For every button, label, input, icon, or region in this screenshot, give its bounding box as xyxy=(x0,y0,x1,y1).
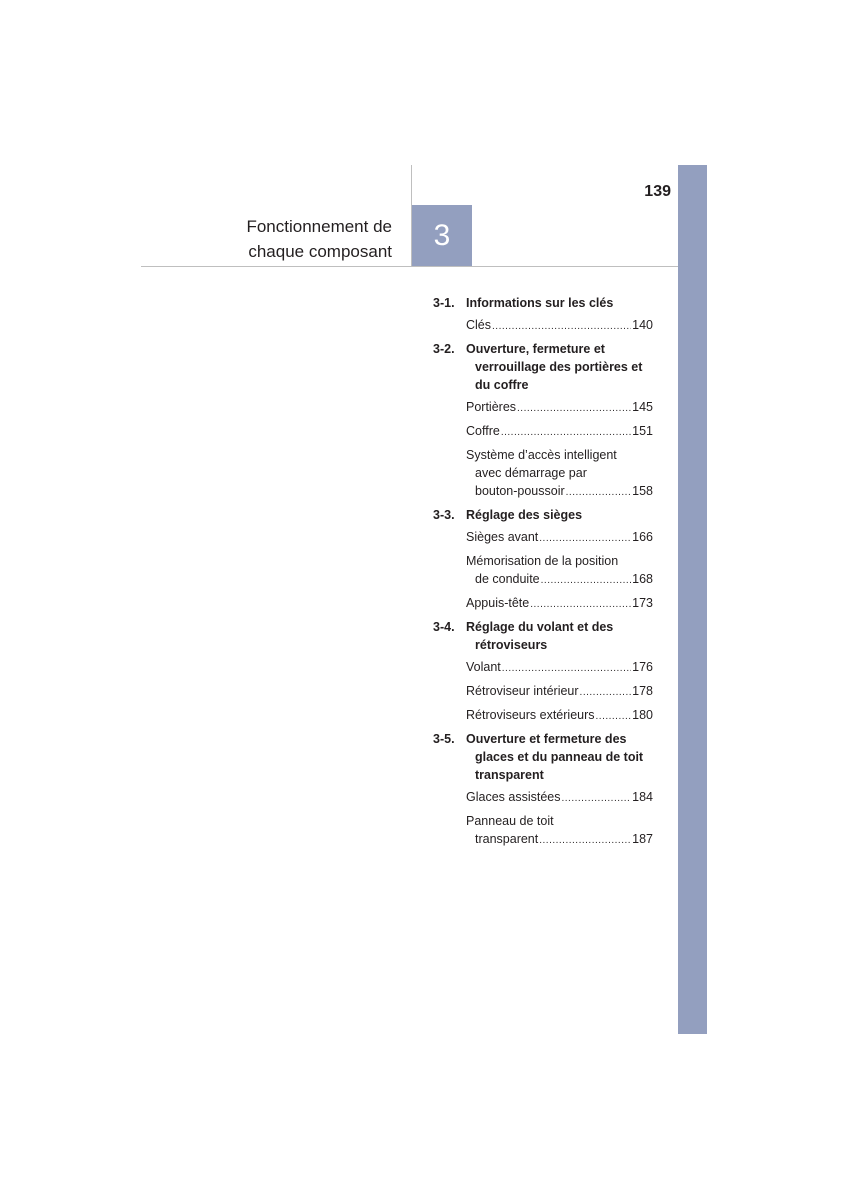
section-heading xyxy=(433,294,653,312)
dot-leader xyxy=(530,596,631,614)
dot-leader xyxy=(492,318,631,336)
entry-page-number: 184 xyxy=(632,790,653,804)
entry-title-line: bouton-poussoir xyxy=(475,484,565,498)
entry-line xyxy=(466,528,653,548)
dot-leader xyxy=(517,400,631,418)
section-number: 3-1. xyxy=(433,296,455,310)
entry-page-number: 178 xyxy=(632,684,653,698)
chapter-title-line: Fonctionnement de xyxy=(246,217,392,236)
entry-line xyxy=(466,482,653,502)
entry-line xyxy=(466,594,653,614)
entry-title-line: transparent xyxy=(475,832,539,846)
toc-entry[interactable] xyxy=(466,682,653,702)
entry-line xyxy=(466,658,653,678)
dot-leader xyxy=(580,684,632,702)
entry-page-number: 158 xyxy=(632,484,653,498)
toc-section xyxy=(433,340,653,502)
entry-line xyxy=(466,422,653,442)
entry-line xyxy=(466,706,653,726)
section-title-line: Ouverture, fermeture et xyxy=(466,342,605,356)
toc-entry[interactable] xyxy=(466,316,653,336)
entry-line xyxy=(466,830,653,850)
section-title-line: Réglage des sièges xyxy=(466,508,583,522)
toc-entry[interactable] xyxy=(466,658,653,678)
section-title-line: glaces et du panneau de toit xyxy=(475,750,644,764)
toc-section xyxy=(433,618,653,726)
dot-leader xyxy=(539,530,631,548)
section-heading xyxy=(433,618,653,654)
entry-title-line: Panneau de toit xyxy=(466,814,554,828)
entry-title-line: Rétroviseurs extérieurs xyxy=(466,708,595,722)
dot-leader xyxy=(539,832,631,850)
entry-line xyxy=(466,788,653,808)
section-title-line: rétroviseurs xyxy=(475,638,548,652)
toc-section xyxy=(433,730,653,850)
section-number: 3-4. xyxy=(433,620,455,634)
header-horizontal-rule xyxy=(141,266,678,267)
toc-entry[interactable] xyxy=(466,446,653,502)
entry-page-number: 173 xyxy=(632,596,653,610)
entry-line xyxy=(466,398,653,418)
toc-entry[interactable] xyxy=(466,528,653,548)
section-heading xyxy=(433,730,653,784)
toc-section xyxy=(433,294,653,336)
dot-leader xyxy=(566,484,631,502)
section-title xyxy=(466,340,653,394)
chapter-number-box: 3 xyxy=(412,205,472,266)
dot-leader xyxy=(501,424,631,442)
entry-title-line: Sièges avant xyxy=(466,530,539,544)
chapter-title xyxy=(200,214,392,264)
entry-title-line: Système d’accès intelligent xyxy=(466,448,617,462)
section-number: 3-2. xyxy=(433,342,455,356)
entry-title-line: Glaces assistées xyxy=(466,790,561,804)
dot-leader xyxy=(502,660,631,678)
entry-page-number: 168 xyxy=(632,572,653,586)
section-title xyxy=(466,506,653,524)
toc-entry[interactable] xyxy=(466,422,653,442)
toc-entry[interactable] xyxy=(466,398,653,418)
entry-title-line: avec démarrage par xyxy=(475,466,587,480)
dot-leader xyxy=(561,790,631,808)
toc-entry[interactable] xyxy=(466,552,653,590)
entry-page-number: 187 xyxy=(632,832,653,846)
entry-page-number: 140 xyxy=(632,318,653,332)
toc-entry[interactable] xyxy=(466,594,653,614)
section-title-line: transparent xyxy=(475,768,544,782)
dot-leader xyxy=(596,708,632,726)
section-title-line: Informations sur les clés xyxy=(466,296,614,310)
toc-entry[interactable] xyxy=(466,706,653,726)
section-title xyxy=(466,618,653,654)
dot-leader xyxy=(541,572,632,590)
section-number: 3-5. xyxy=(433,732,455,746)
section-title xyxy=(466,294,653,312)
page-number: 139 xyxy=(644,183,671,200)
entry-page-number: 151 xyxy=(632,424,653,438)
section-title-line: du coffre xyxy=(475,378,529,392)
toc-section xyxy=(433,506,653,614)
toc-entry[interactable] xyxy=(466,788,653,808)
chapter-title-line: chaque composant xyxy=(248,242,392,261)
section-title-line: Réglage du volant et des xyxy=(466,620,614,634)
entry-page-number: 180 xyxy=(632,708,653,722)
section-title-line: verrouillage des portières et xyxy=(475,360,643,374)
entry-title-line: de conduite xyxy=(475,572,540,586)
section-heading xyxy=(433,506,653,524)
entry-page-number: 176 xyxy=(632,660,653,674)
entry-page-number: 166 xyxy=(632,530,653,544)
toc-entry[interactable] xyxy=(466,812,653,850)
section-number: 3-3. xyxy=(433,508,455,522)
entry-title-line: Volant xyxy=(466,660,501,674)
section-title-line: Ouverture et fermeture des xyxy=(466,732,627,746)
table-of-contents xyxy=(433,294,653,854)
entry-title-line: Clés xyxy=(466,318,492,332)
section-heading xyxy=(433,340,653,394)
entry-title-line: Coffre xyxy=(466,424,500,438)
entry-title-line: Mémorisation de la position xyxy=(466,554,619,568)
entry-line xyxy=(466,682,653,702)
section-title xyxy=(466,730,653,784)
entry-page-number: 145 xyxy=(632,400,653,414)
entry-title-line: Portières xyxy=(466,400,517,414)
entry-title-line: Appuis-tête xyxy=(466,596,530,610)
entry-title-line: Rétroviseur intérieur xyxy=(466,684,579,698)
entry-line xyxy=(466,316,653,336)
entry-line xyxy=(466,570,653,590)
chapter-side-tab xyxy=(678,165,707,1034)
